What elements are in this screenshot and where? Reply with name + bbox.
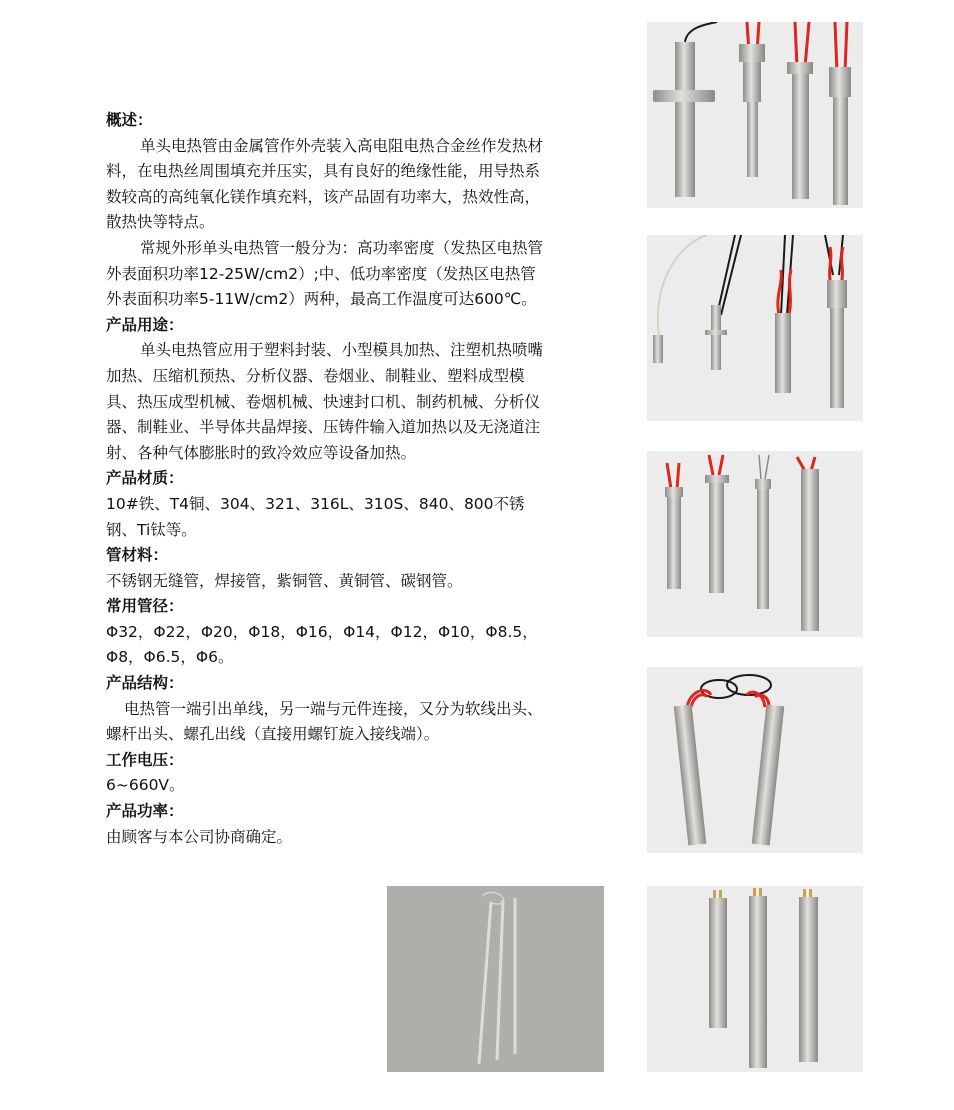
text-column bbox=[106, 108, 546, 850]
product-photo-4 bbox=[647, 667, 863, 853]
overview-paragraph-2: 常规外形单头电热管一般分为：高功率密度（发热区电热管外表面积功率12-25W/cm2）;中、低功率密度（发热区电热管外表面积功率5-11W/cm2）两种，最高工作温度可达600℃。 bbox=[106, 238, 544, 309]
voltage-text: 6~660V。 bbox=[106, 776, 185, 795]
product-photo-6 bbox=[387, 886, 604, 1072]
structure-text: 电热管一端引出单线，另一端与元件连接，又分为软线出头、螺杆出头、螺孔出线（直接用螺钉旋入接线端）。 bbox=[106, 699, 543, 744]
diameter-heading: 常用管径： bbox=[106, 597, 184, 616]
voltage-heading: 工作电压： bbox=[106, 750, 184, 769]
overview-paragraph-1: 单头电热管由金属管作外壳装入高电阻电热合金丝作发热材料，在电热丝周围填充并压实，具有良好的绝缘性能，用导热系数较高的高纯氧化镁作填充料，该产品固有功率大，热效性高，散热快等特点。 bbox=[106, 136, 544, 232]
usage-text: 单头电热管应用于塑料封装、小型模具加热、注塑机热喷嘴加热、压缩机预热、分析仪器、卷烟业、制鞋业、塑料成型模具、热压成型机械、卷烟机械、快速封口机、制药机械、分析仪器、制鞋业、半导体共晶焊接、压铸件输入道加热以及无浇道注射、各种气体膨胀时的致冷效应等设备加热。 bbox=[106, 341, 544, 462]
power-heading: 产品功率： bbox=[106, 802, 184, 821]
tube-text: 不锈钢无缝管，焊接管，紫铜管、黄铜管、碳钢管。 bbox=[106, 571, 463, 590]
tube-heading: 管材料： bbox=[106, 546, 169, 565]
structure-heading: 产品结构： bbox=[106, 674, 184, 693]
overview-heading: 概述： bbox=[106, 111, 153, 129]
product-photo-3 bbox=[647, 451, 863, 637]
product-photo-2 bbox=[647, 235, 863, 421]
usage-heading: 产品用途： bbox=[106, 315, 184, 334]
product-photo-5 bbox=[647, 886, 863, 1072]
diameter-text: Φ32，Φ22，Φ20，Φ18，Φ16，Φ14，Φ12，Φ10，Φ8.5，Φ8，Φ6.5，Φ6。 bbox=[106, 622, 538, 667]
power-text: 由顾客与本公司协商确定。 bbox=[106, 827, 293, 846]
material-text: 10#铁、T4铜、304、321、316L、310S、840、800不锈钢、Ti钛等。 bbox=[106, 494, 525, 539]
product-photo-1 bbox=[647, 22, 863, 208]
material-heading: 产品材质： bbox=[106, 469, 184, 488]
